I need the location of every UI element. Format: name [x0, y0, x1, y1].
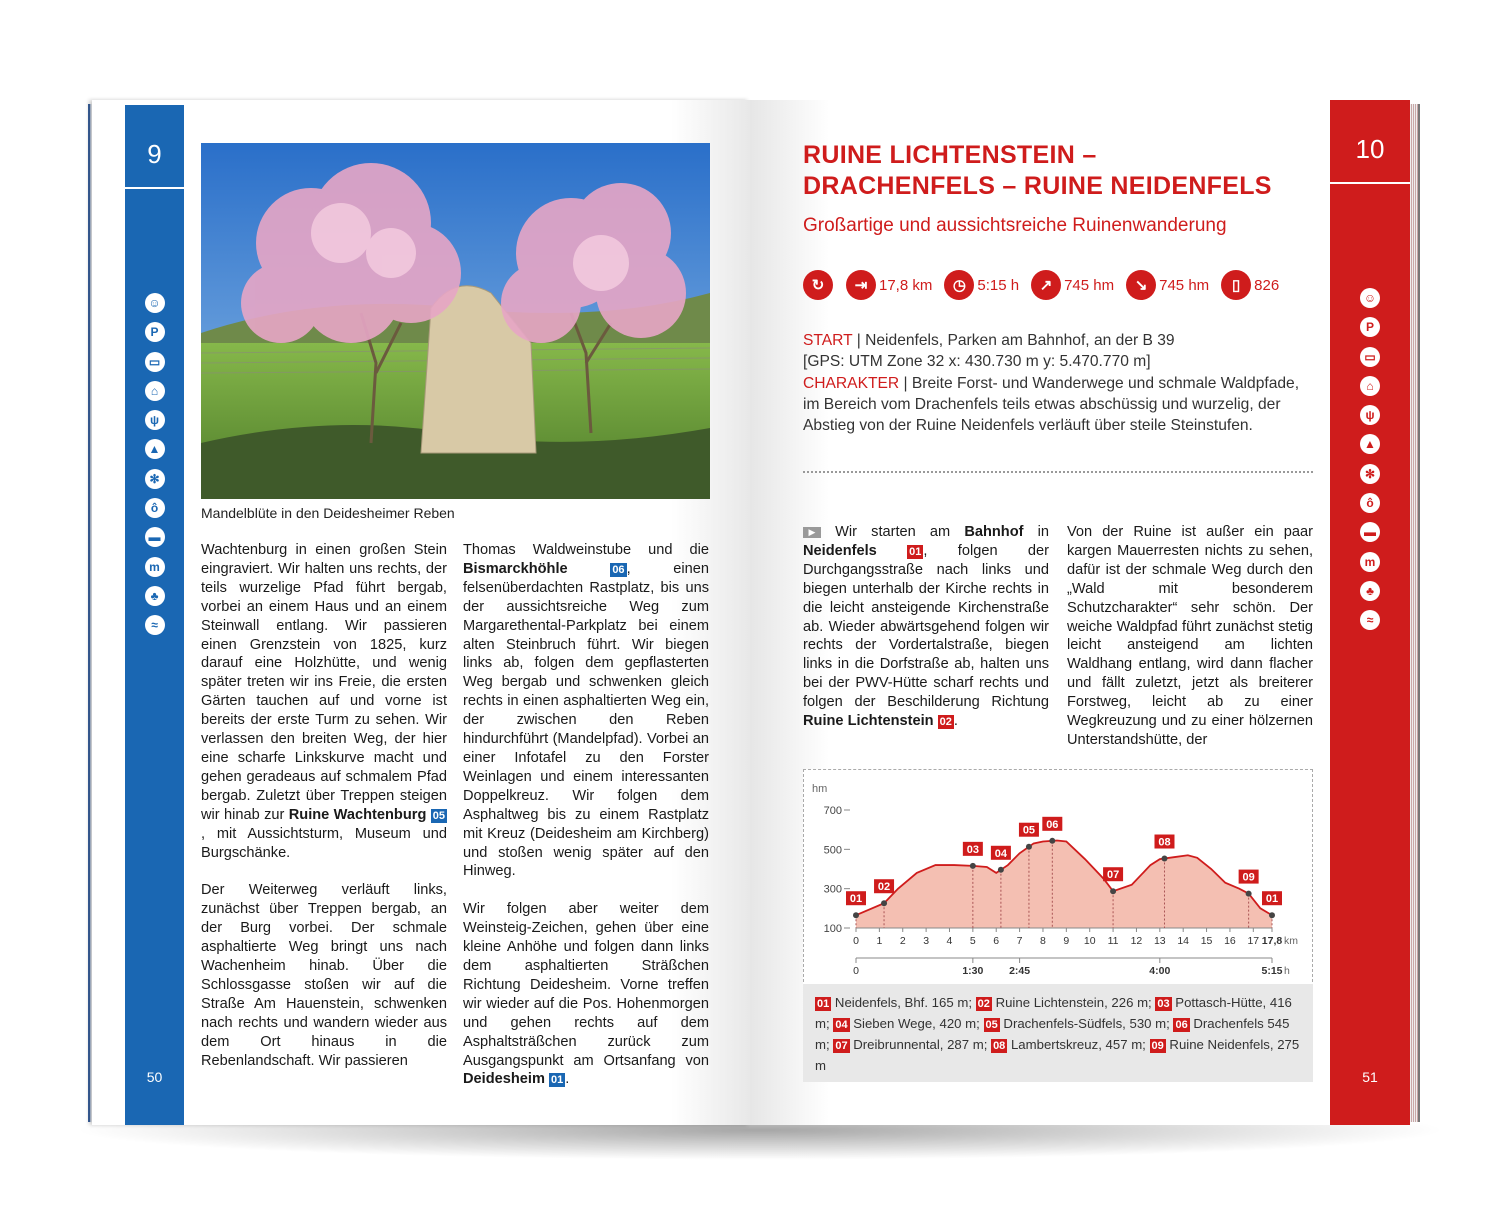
time-tick-label: 1:30 — [962, 965, 984, 977]
swimming-icon: ≈ — [1360, 610, 1380, 630]
waypoint-badge: 02 — [939, 716, 952, 729]
waypoint-badge: 05 — [432, 809, 445, 822]
tour-stats — [803, 270, 1291, 300]
text-run: Wir folgen aber weiter dem Weinsteig-Zeichen, gehen über eine kleine Anhöhe und folgen dann links dem asphaltierten Sträßchen Richtung Deidesheim. Vorne treffen wir wieder auf die Pos. Hohenmorgen und gehen rechts auf dem Asphaltsträßchen zurück zum Ausgangspunkt am Ortsanfang von — [463, 901, 709, 1069]
waypoint-badge: 05 — [985, 1019, 998, 1031]
x-tick-label: 2 — [899, 935, 906, 947]
waypoint-dot — [881, 900, 887, 906]
x-tick-label: 5 — [969, 935, 976, 947]
x-tick-label: 9 — [1063, 935, 1070, 947]
waypoint-dot — [853, 912, 859, 918]
text-run: Wachtenburg in einen großen Stein eingraviert. Wir halten uns rechts, der teils wurzelige Pfad führt bergab, vorbei an einem Haus und an einem Steinwall entlang. Wir passieren einen Grenzstein von 1825, kurz darauf eine Holzhütte, und wenig später treten wir ins Freie, die ersten Gärten tauchen auf und vorne ist bereits der erste Turm zu sehen. Wir verlassen den breiten Weg, der hier eine scharfe Linkskurve macht und gehen geradeaus auf schmalem Pfad bergab. Zuletzt über Treppen steigen wir hinab zur — [201, 542, 447, 823]
x-tick-label: 1 — [876, 935, 883, 947]
waypoint-badge: 01 — [550, 1074, 564, 1087]
tab-divider — [1330, 182, 1410, 184]
place-name: Ruine Wachtenburg — [288, 806, 427, 823]
waypoint-label: 08 — [1158, 836, 1171, 849]
distance-value: 17,8 km — [879, 276, 933, 294]
time-tick-label: 2:45 — [1009, 965, 1031, 977]
ascent-icon: ↗ — [1031, 270, 1061, 300]
waypoint-label: 03 — [966, 843, 979, 856]
waypoint-label: 04 — [994, 847, 1008, 860]
time-tick-label: 5:15 — [1261, 965, 1283, 977]
y-tick-label: 700 — [823, 805, 842, 817]
tour-subtitle: Großartige und aussichtsreiche Ruinenwanderung — [803, 215, 1227, 236]
tour-title — [803, 140, 1272, 202]
right-column-1 — [803, 523, 1049, 731]
page-number-right: 51 — [1362, 1069, 1378, 1085]
start-line — [803, 330, 1313, 351]
x-axis-unit: km — [1284, 935, 1298, 947]
signpost-icon: ⇥ — [846, 270, 876, 300]
charakter-text: | Breite Forst- und Wanderwege und schmale Waldpfade, im Bereich vom Drachenfels teils etwas abschüssig und wurzelig, der Abstieg von der Ruine Neidenfels verläuft über steile Steinstufen. — [803, 374, 1300, 435]
waypoint-badge: 08 — [993, 1040, 1006, 1052]
winter-icon: ✻ — [145, 469, 165, 489]
cablecar-icon: ⌂ — [145, 381, 165, 401]
right-page — [750, 100, 1410, 1125]
paragraph — [201, 881, 447, 1070]
text-run: . — [953, 713, 958, 730]
x-tick-label: 11 — [1107, 935, 1119, 947]
museum-icon: m — [1360, 552, 1380, 572]
x-tick-label: 16 — [1224, 935, 1236, 947]
waypoint-dot — [1269, 912, 1275, 918]
text-run: Wir starten am — [835, 524, 965, 540]
tour-tab-left — [125, 105, 184, 1125]
start-info — [803, 330, 1313, 436]
tour-number: 10 — [1355, 134, 1385, 164]
legend-entry: Dreibrunnental, 287 m; — [849, 1037, 992, 1052]
legend-entry: Neidenfels, Bhf. 165 m; — [831, 995, 976, 1010]
waypoint-dot — [1110, 888, 1116, 894]
x-tick-label: 15 — [1200, 935, 1213, 947]
waypoint-label: 06 — [1046, 818, 1059, 831]
museum-icon: m — [145, 557, 165, 577]
family-icon: ☺ — [1360, 288, 1380, 308]
text-run: , mit Aussichtsturm, Museum und Burgschänke. — [201, 825, 447, 861]
x-tick-label: 13 — [1153, 935, 1166, 947]
charakter-line — [803, 373, 1313, 437]
bed-icon: ▬ — [1360, 522, 1380, 542]
waypoint-dot — [970, 863, 976, 869]
waypoint-badge: 07 — [835, 1040, 848, 1052]
legend-entry: Pottasch-Hütte, 416 m; — [815, 995, 1292, 1031]
waypoint-badge: 01 — [909, 545, 922, 558]
y-tick-label: 100 — [823, 923, 842, 935]
text-run: , folgen der Durchgangsstraße nach links und biegen unterhalb der Kirche rechts in die leicht ansteigende Kirchenstraße ab. Wieder abwärtsgehend folgen wir rechts der Vordertalstraße, biegen links in die Dorfstraße ab, halten uns bei der PWV-Hütte scharf rechts und folgen der Beschilderung Richtung — [803, 542, 1049, 711]
restaurant-icon: ψ — [1360, 405, 1380, 425]
summit-icon: ▲ — [1360, 434, 1380, 454]
time-axis-unit: h — [1284, 965, 1290, 977]
x-tick-label: 4 — [946, 935, 953, 947]
time-value: 5:15 h — [977, 276, 1020, 294]
parking-icon: P — [1360, 317, 1380, 337]
almond-blossom-photo — [201, 143, 710, 499]
family-icon: ☺ — [145, 293, 165, 313]
waypoint-dot — [1026, 844, 1032, 850]
restaurant-icon: ψ — [145, 410, 165, 430]
waypoint-badge: 04 — [835, 1019, 848, 1031]
paragraph — [463, 541, 709, 881]
waypoint-dot — [1049, 838, 1055, 844]
legend-entry: Drachenfels-Südfels, 530 m; — [999, 1016, 1174, 1031]
winter-icon: ✻ — [1360, 464, 1380, 484]
legend-entry: Sieben Wege, 420 m; — [849, 1016, 984, 1031]
tour-tab-right — [1330, 100, 1410, 1125]
x-tick-label: 14 — [1177, 935, 1190, 947]
tour-number: 9 — [147, 139, 162, 169]
paragraph — [803, 523, 1049, 731]
y-tick-label: 500 — [823, 844, 842, 857]
ascent-value: 745 hm — [1064, 276, 1115, 294]
legend-entry: Ruine Neidenfels, 275 m — [815, 1037, 1300, 1073]
left-column-2 — [463, 541, 709, 1089]
paragraph — [463, 900, 709, 1089]
waypoint-badge: 03 — [1157, 998, 1170, 1010]
x-tick-label: 8 — [1040, 935, 1046, 947]
text-run: , einen felsenüberdachten Rastplatz, bis uns der aussichtsreiche Weg zum Margarethental-Parkplatz bei einem alten Steinbruch führt. Wir biegen links ab, folgen dem gepflasterten Weg bergab und schwenken gleich rechts in einen asphaltierten Weg ein, der zwischen den Reben hindurchführt (Mandelpfad). Vorbei an einer Infotafel zu den Forster Weinlagen und einem interessanten Doppelkreuz. Wir folgen dem Asphaltweg bis zu einem Rastplatz mit Kreuz (Deidesheim am Kirchberg) und stoßen wenig später auf den Hinweg. — [463, 560, 709, 880]
time-tick-label: 0 — [853, 965, 859, 977]
summit-icon: ▲ — [145, 439, 165, 459]
gps-line: [GPS: UTM Zone 32 x: 430.730 m y: 5.470.770 m] — [803, 353, 1151, 371]
place-name: Bahnhof — [964, 524, 1024, 540]
time-tick-label: 4:00 — [1149, 965, 1171, 977]
swimming-icon: ≈ — [145, 615, 165, 635]
y-axis-label: hm — [812, 783, 828, 795]
x-tick-label: 0 — [853, 935, 859, 947]
waypoint-label: 09 — [1242, 871, 1255, 884]
y-tick-label: 300 — [823, 883, 842, 896]
waypoint-badge: 06 — [612, 563, 625, 576]
paragraph: Von der Ruine ist außer ein paar kargen Mauerresten nichts zu sehen, dafür ist der schmale Weg durch den „Wald mit besonderem Schutzcharakter“ sehr schön. Der weiche Waldpfad führt zunächst stetig leicht ansteigend am lichten Waldhang entlang, wird dann flacher und fällt zuletzt, jetzt als breiterer Forstweg, leicht ab zu einer Wegkreuzung und zu einer hölzernen Unterstandshütte, der — [1067, 524, 1313, 748]
place-name: Bismarckhöhle — [463, 560, 568, 577]
tab-divider — [125, 187, 184, 189]
waypoint-legend — [803, 984, 1313, 1082]
waypoint-badge: 02 — [977, 998, 990, 1010]
legend-entry: Ruine Lichtenstein, 226 m; — [991, 995, 1156, 1010]
x-tick-label: 17 — [1247, 935, 1260, 947]
waypoint-dot — [998, 867, 1004, 873]
feature-icons — [125, 293, 184, 645]
text-run: . — [565, 1071, 570, 1088]
bike-icon: ô — [1360, 493, 1380, 513]
right-column-2 — [1067, 523, 1313, 750]
place-name: Ruine Lichtenstein — [803, 713, 934, 730]
start-label: START — [803, 332, 853, 349]
play-icon: ▶ — [803, 527, 821, 538]
x-tick-label: 12 — [1130, 935, 1143, 947]
forest-icon: ♣ — [1360, 581, 1380, 601]
waypoint-label: 07 — [1106, 869, 1120, 882]
descent-icon: ↘ — [1126, 270, 1156, 300]
bike-icon: ô — [145, 498, 165, 518]
pages-value: 826 — [1254, 276, 1280, 294]
left-page — [92, 100, 750, 1125]
waypoint-label: 02 — [877, 881, 891, 894]
text-run: in — [1023, 524, 1049, 540]
place-name: Neidenfels — [803, 542, 877, 559]
waypoint-label: 05 — [1022, 824, 1036, 837]
waypoint-dot — [1161, 856, 1167, 862]
descent-value: 745 hm — [1159, 276, 1210, 294]
photo-caption: Mandelblüte in den Deidesheimer Reben — [201, 505, 455, 521]
page-number-left: 50 — [146, 1069, 163, 1085]
elevation-area — [856, 840, 1272, 928]
title-line: RUINE LICHTENSTEIN – — [803, 141, 1097, 169]
start-text: | Neidenfels, Parken am Bahnhof, an der B 39 — [852, 332, 1175, 349]
left-column-1 — [201, 541, 447, 1070]
x-tick-label: 10 — [1083, 935, 1096, 947]
cablecar-icon: ⌂ — [1360, 376, 1380, 396]
place-name: Deidesheim — [463, 1071, 545, 1088]
legend-entry: Drachenfels 545 m; — [815, 1016, 1290, 1052]
waypoint-badge: 09 — [1151, 1040, 1164, 1052]
waypoint-label: 01 — [849, 893, 863, 906]
bus-icon: ▭ — [145, 352, 165, 372]
waypoint-dot — [1246, 891, 1252, 897]
feature-icons — [1330, 288, 1410, 640]
x-tick-label: 17,8 — [1261, 935, 1283, 947]
clock-icon: ◷ — [944, 270, 974, 300]
legend-entry: Lambertskreuz, 457 m; — [1007, 1037, 1150, 1052]
bus-icon: ▭ — [1360, 347, 1380, 367]
waypoint-badge: 01 — [817, 998, 830, 1010]
pages-icon: ▯ — [1221, 270, 1251, 300]
text-run: Der Weiterweg verläuft links, zunächst über Treppen bergab, an der Burg vorbei. Der schmale asphaltierte Weg bringt uns nach Wachenheim hinab. Über die Schlossgasse stoßen wir auf die Straße Am Hauenstein, schwenken nach rechts und wandern wieder aus dem Ort hinaus in die Rebenlandschaft. Wir passieren — [201, 882, 447, 1069]
waypoint-label: 01 — [1265, 893, 1279, 906]
x-tick-label: 3 — [923, 935, 930, 947]
x-tick-label: 6 — [993, 935, 1000, 947]
waypoint-badge: 06 — [1175, 1019, 1188, 1031]
title-line: DRACHENFELS – RUINE NEIDENFELS — [803, 172, 1272, 200]
loop-icon: ↻ — [803, 270, 833, 300]
charakter-label: CHARAKTER — [803, 374, 900, 392]
section-divider — [803, 471, 1313, 473]
elevation-chart — [804, 770, 1311, 985]
paragraph — [201, 541, 447, 862]
parking-icon: P — [145, 322, 165, 342]
bed-icon: ▬ — [145, 527, 165, 547]
forest-icon: ♣ — [145, 586, 165, 606]
text-run: Thomas Waldweinstube und die — [463, 542, 709, 558]
x-tick-label: 7 — [1016, 935, 1023, 947]
